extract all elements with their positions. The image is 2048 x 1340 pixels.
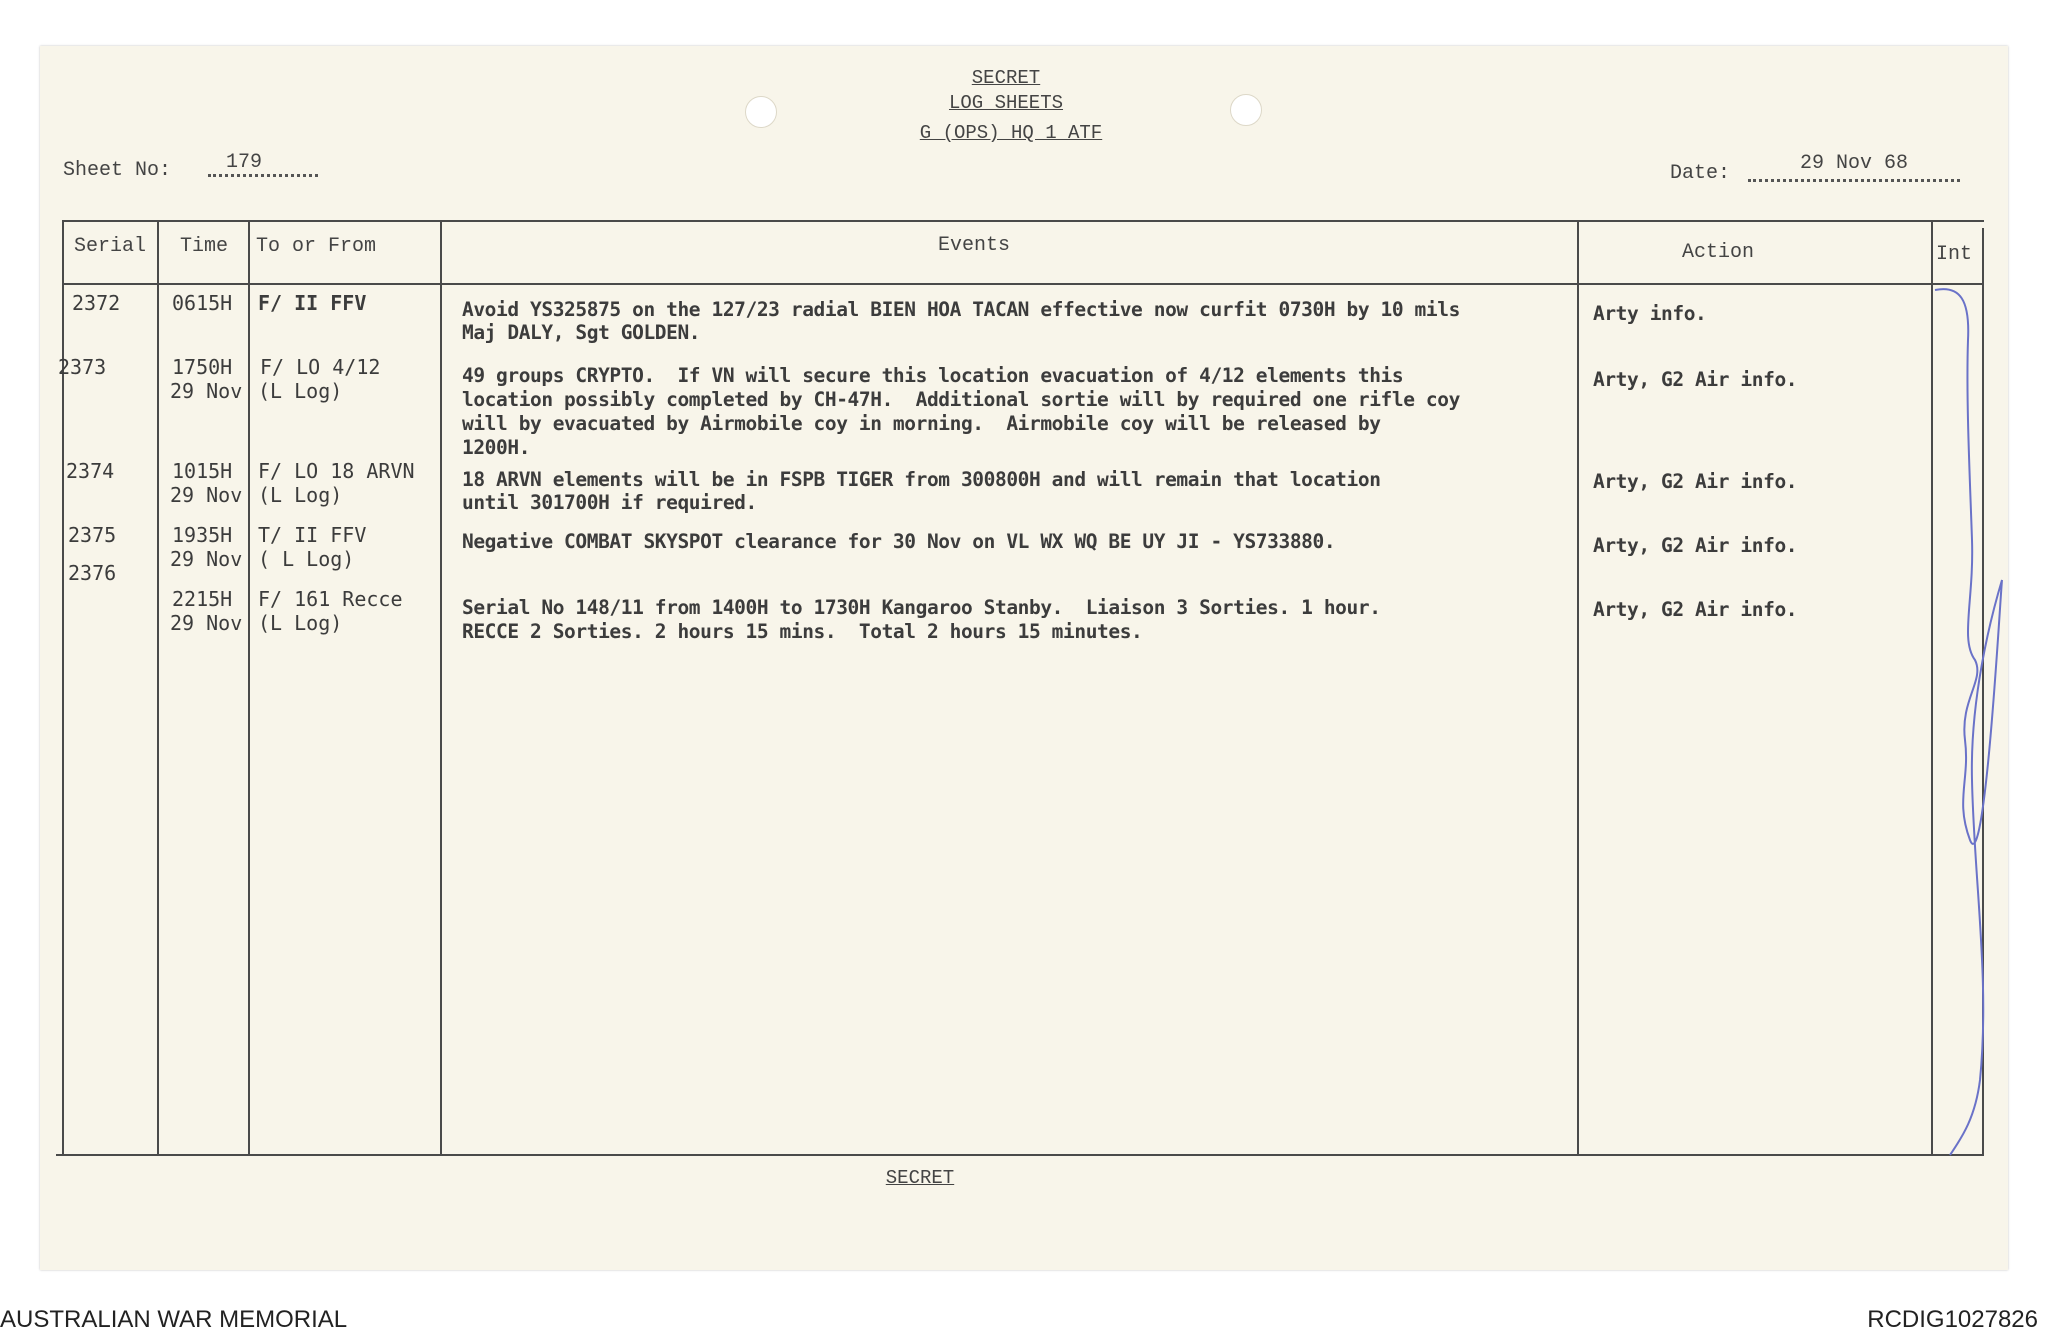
column-header-events: Events [938,234,1011,257]
action-cell: Arty, G2 Air info. [1593,470,1798,493]
log-ref-cell: ( L Log) [258,547,355,571]
column-header-int: Int [1936,243,1973,266]
time-cell: 1935H [172,523,233,547]
event-line: 1200H. [462,436,531,459]
column-header-serial: Serial [74,235,147,258]
classification-top: SECRET [971,67,1041,89]
log-ref-cell: (L Log) [258,483,343,507]
to-from-cell: F/ LO 4/12 [260,355,381,379]
date-cell: 29 Nov [170,611,243,635]
time-cell: 1750H [172,355,233,379]
to-from-cell: F/ LO 18 ARVN [258,459,415,483]
sheet-number-label: Sheet No: [63,159,172,182]
sheet-number-dots [208,174,318,177]
date-cell: 29 Nov [170,547,243,571]
initial-pen-mark [1930,280,2010,1160]
event-line: RECCE 2 Sorties. 2 hours 15 mins. Total 2 hours 15 minutes. [462,620,1143,643]
time-cell: 1015H [172,459,233,483]
archive-id: RCDIG1027826 [1867,1306,2038,1333]
date-cell: 29 Nov [170,379,243,403]
sheet-number-value: 179 [226,151,263,174]
log-ref-cell: (L Log) [258,611,343,635]
to-from-cell: T/ II FFV [258,523,367,547]
event-line: Avoid YS325875 on the 127/23 radial BIEN HOA TACAN effective now curfit 0730H by 10 mils [462,298,1460,321]
date-cell: 29 Nov [170,483,243,507]
event-line: Negative COMBAT SKYSPOT clearance for 30 Nov on VL WX WQ BE UY JI - YS733880. [462,530,1336,553]
time-cell: 2215H [172,587,233,611]
action-cell: Arty, G2 Air info. [1593,534,1798,557]
event-line: location possibly completed by CH-47H. Additional sortie will by required one rifle coy [462,388,1460,411]
serial-cell: 2376 [68,561,117,585]
event-line: Maj DALY, Sgt GOLDEN. [462,321,701,344]
document-sheet [40,46,2008,1270]
event-line: 49 groups CRYPTO. If VN will secure this location evacuation of 4/12 elements this [462,364,1404,387]
date-dots [1748,179,1960,182]
log-ref-cell: (L Log) [258,379,343,403]
archive-credit: AUSTRALIAN WAR MEMORIAL [0,1306,348,1333]
column-header-time: Time [180,235,229,258]
serial-cell: 2374 [66,459,115,483]
serial-cell: 2375 [68,523,117,547]
classification-bottom: SECRET [885,1167,955,1189]
event-line: will by evacuated by Airmobile coy in morning. Airmobile coy will be released by [462,412,1381,435]
column-header-to-or-from: To or From [256,235,377,258]
serial-cell: 2372 [72,291,121,315]
event-line: until 301700H if required. [462,491,757,514]
column-header-action: Action [1682,241,1755,264]
date-label: Date: [1670,162,1731,185]
serial-cell: 2373 [58,355,107,379]
document-title: LOG SHEETS [948,92,1064,114]
date-value: 29 Nov 68 [1800,152,1909,175]
to-from-cell: F/ 161 Recce [258,587,403,611]
event-line: Serial No 148/11 from 1400H to 1730H Kangaroo Stanby. Liaison 3 Sorties. 1 hour. [462,596,1381,619]
to-from-cell: F/ II FFV [258,291,367,315]
time-cell: 0615H [172,291,233,315]
action-cell: Arty, G2 Air info. [1593,368,1798,391]
unit-heading: G (OPS) HQ 1 ATF [919,122,1103,144]
action-cell: Arty, G2 Air info. [1593,598,1798,621]
event-line: 18 ARVN elements will be in FSPB TIGER from 300800H and will remain that location [462,468,1381,491]
action-cell: Arty info. [1593,302,1707,325]
